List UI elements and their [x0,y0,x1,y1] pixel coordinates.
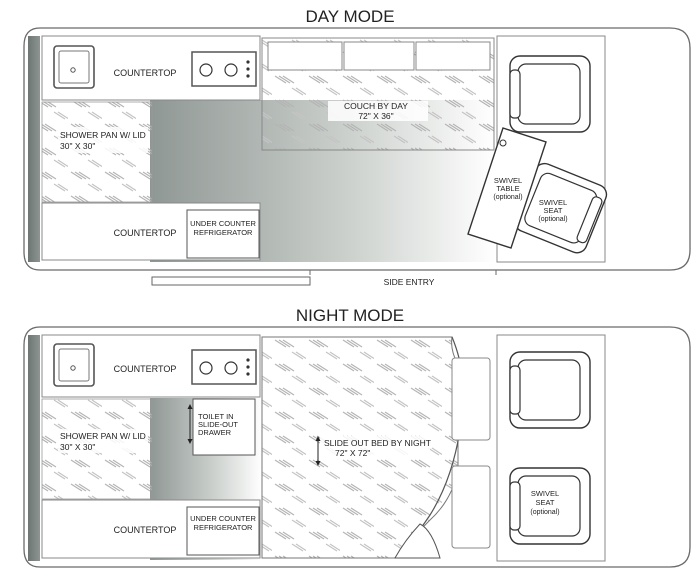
night-bed-label-1: SLIDE OUT BED BY NIGHT [324,438,431,448]
day-refrigerator-label-2: REFRIGERATOR [193,228,253,237]
day-seat-label-1: SWIVEL [538,198,568,207]
day-refrigerator-label-1: UNDER COUNTER [190,219,256,228]
night-shower-pan-label-1: SHOWER PAN W/ LID [60,431,146,441]
day-table-label-2: TABLE [496,184,520,193]
day-countertop-top-label: COUNTERTOP [113,68,177,78]
night-seat-label-1: SWIVEL [530,489,560,498]
night-burner-right [225,362,237,374]
day-burner-left [200,64,212,76]
night-bed-label-2: 72" X 72" [335,448,371,458]
night-toilet-label-3: DRAWER [198,428,232,437]
night-cab-cushion-bottom [452,466,490,548]
day-side-entry-label: SIDE ENTRY [383,277,435,287]
day-table-label-3: (optional) [493,194,523,201]
night-seat-label-3: (optional) [530,509,560,516]
day-burner-right [225,64,237,76]
night-driver-seat [510,352,590,428]
night-toilet-label-1: TOILET IN [198,412,234,421]
day-driver-seat [510,56,590,132]
day-mode-title: DAY MODE [305,7,395,26]
night-shower-pan-label-2: 30" X 30" [60,442,96,452]
day-shower-pan-label-1: SHOWER PAN W/ LID [60,130,146,140]
night-refrigerator-label-1: UNDER COUNTER [190,514,256,523]
day-couch-label-2: 72" X 36" [358,111,394,121]
night-toilet-label-2: SLIDE-OUT [198,420,239,429]
day-rear-wall [28,36,40,262]
day-seat-label-2: SEAT [543,206,563,215]
day-shower-pan-label-2: 30" X 30" [60,141,96,151]
night-countertop-bottom-label: COUNTERTOP [113,525,177,535]
day-side-entry-step [152,277,310,285]
day-seat-label-3: (optional) [538,216,568,223]
night-cab-cushion-top [452,358,490,440]
day-couch-label-1: COUCH BY DAY [344,101,408,111]
night-rear-wall [28,335,40,561]
day-mode-plan [24,28,690,287]
night-mode-title: NIGHT MODE [295,306,405,325]
night-burner-left [200,362,212,374]
night-seat-label-2: SEAT [535,498,555,507]
day-countertop-bottom-label: COUNTERTOP [113,228,177,238]
night-countertop-top-label: COUNTERTOP [113,364,177,374]
day-table-label-1: SWIVEL [493,176,523,185]
night-refrigerator-label-2: REFRIGERATOR [193,523,253,532]
night-mode-plan [24,327,690,567]
